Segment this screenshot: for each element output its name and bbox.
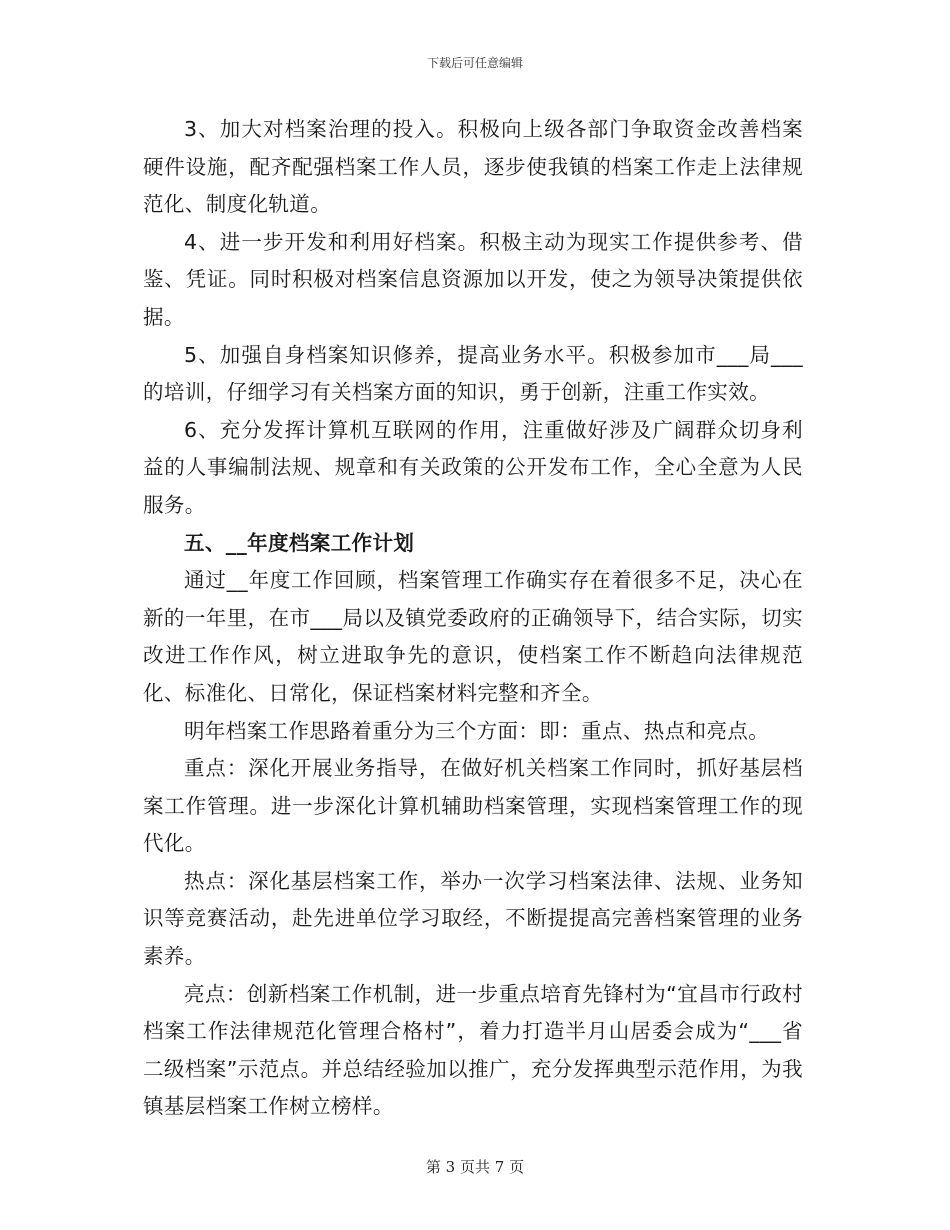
paragraph-review: 通过__年度工作回顾，档案管理工作确实存在着很多不足，决心在新的一年里，在市___局以及镇党委政府的正确领导下，结合实际，切实改进工作作风，树立进取争先的意识，使档案工作不断趋向法律规范化、标准化、日常化，保证档案材料完整和齐全。 — [143, 568, 803, 705]
section-heading: 五、__年度档案工作计划 — [184, 530, 415, 555]
page-header: 下载后可任意编辑 — [426, 56, 523, 70]
paragraph-highlight: 亮点：创新档案工作机制，进一步重点培育先锋村为“宜昌市行政村档案工作法律规范化管理合格村”，着力打造半月山居委会成为“___省二级档案”示范点。并总结经验加以推广，充分发挥典型示范作用，为我镇基层档案工作树立榜样。 — [143, 981, 803, 1119]
paragraph-three-aspects: 明年档案工作思路着重分为三个方面：即：重点、热点和亮点。 — [184, 718, 770, 743]
paragraph-hotspot: 热点：深化基层档案工作，举办一次学习档案法律、法规、业务知识等竞赛活动，赴先进单位学习取经，不断提提高完善档案管理的业务素养。 — [143, 868, 803, 969]
paragraph-4: 4、进一步开发和利用好档案。积极主动为现实工作提供参考、借鉴、凭证。同时积极对档案信息资源加以开发，使之为领导决策提供依据。 — [143, 229, 803, 329]
paragraph-focus: 重点：深化开展业务指导，在做好机关档案工作同时，抓好基层档案工作管理。进一步深化计算机辅助档案管理，实现档案管理工作的现代化。 — [143, 756, 803, 856]
paragraph-6: 6、充分发挥计算机互联网的作用，注重做好涉及广阔群众切身利益的人事编制法规、规章和有关政策的公开发布工作，全心全意为人民服务。 — [143, 417, 803, 517]
paragraph-5: 5、加强自身档案知识修养，提高业务水平。积极参加市___局___的培训，仔细学习有关档案方面的知识，勇于创新，注重工作实效。 — [143, 342, 803, 405]
document-body — [143, 111, 803, 1126]
page-number: 第 3 页共 7 页 — [425, 1158, 525, 1176]
paragraph-3: 3、加大对档案治理的投入。积极向上级各部门争取资金改善档案硬件设施，配齐配强档案工作人员，逐步使我镇的档案工作走上法律规范化、制度化轨道。 — [143, 117, 803, 217]
